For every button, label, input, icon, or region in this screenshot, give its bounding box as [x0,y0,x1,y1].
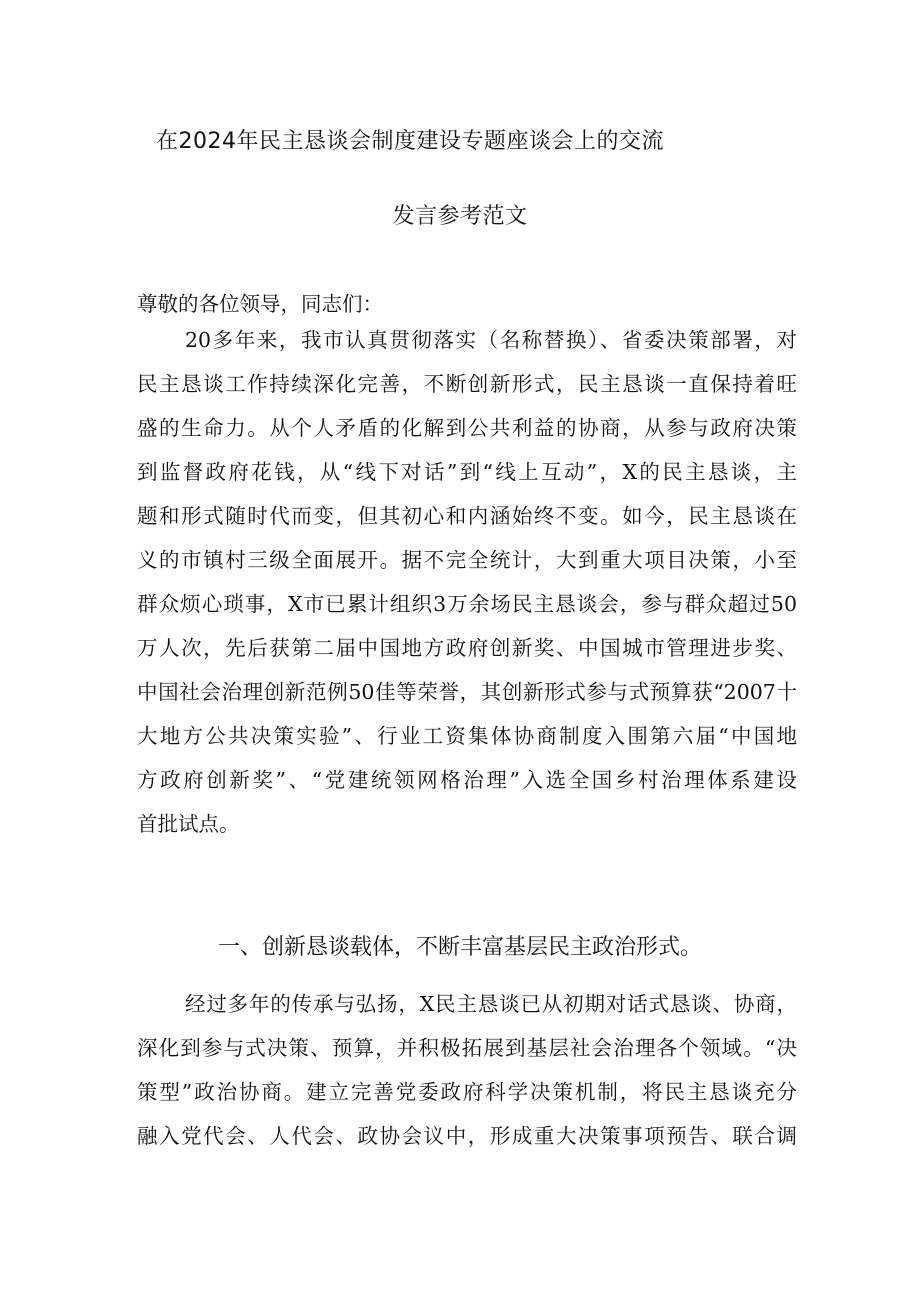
paragraph-line: 融入党代会、人代会、政协会议中，形成重大决策事项预告、联合调 [137,1124,797,1148]
paragraph-line: 民主恳谈工作持续深化完善，不断创新形式，民主恳谈一直保持着旺 [137,372,797,396]
paragraph-line: 经过多年的传承与弘扬，X民主恳谈已从初期对话式恳谈、协商， [185,992,797,1016]
paragraph-line: 群众烦心琐事，X市已累计组织3万余场民主恳谈会，参与群众超过50 [137,592,797,616]
section-heading-1: 一、创新恳谈载体，不断丰富基层民主政治形式。 [217,935,702,960]
paragraph-line: 万人次，先后获第二届中国地方政府创新奖、中国城市管理进步奖、 [137,636,797,660]
paragraph-line: 深化到参与式决策、预算，并积极拓展到基层社会治理各个领域。“决 [137,1036,797,1060]
paragraph-line: 题和形式随时代而变，但其初心和内涵始终不变。如今，民主恳谈在 [137,504,797,528]
salutation: 尊敬的各位领导，同志们： [137,292,383,316]
document-title-line-1: 在2024年民主恳谈会制度建设专题座谈会上的交流 [156,129,664,154]
paragraph-line: 盛的生命力。从个人矛盾的化解到公共利益的协商，从参与政府决策 [137,416,797,440]
paragraph-line: 方政府创新奖”、“党建统领网格治理”入选全国乡村治理体系建设 [137,768,797,792]
paragraph-line: 20多年来，我市认真贯彻落实（名称替换）、省委决策部署，对 [185,328,797,352]
paragraph-line: 大地方公共决策实验”、行业工资集体协商制度入围第六届“中国地 [137,724,797,748]
document-title-line-2: 发言参考范文 [392,204,528,229]
paragraph-line: 中国社会治理创新范例50佳等荣誉，其创新形式参与式预算获“2007十 [137,680,797,704]
paragraph-intro [137,318,797,846]
paragraph-line: 策型”政治协商。建立完善党委政府科学决策机制，将民主恳谈充分 [137,1080,797,1104]
paragraph-line: 到监督政府花钱，从“线下对话”到“线上互动”，X的民主恳谈，主 [137,460,797,484]
paragraph-line: 义的市镇村三级全面展开。据不完全统计，大到重大项目决策，小至 [137,548,797,572]
paragraph-section-1 [137,982,797,1158]
paragraph-line: 首批试点。 [137,812,240,836]
